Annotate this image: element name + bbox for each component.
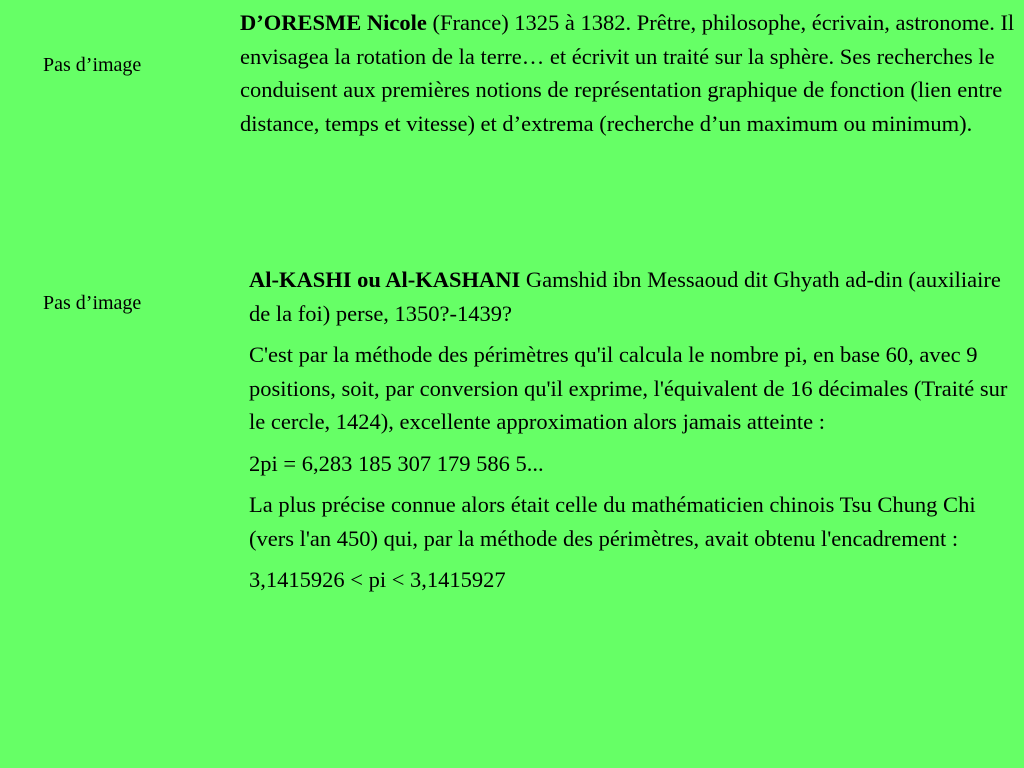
entry-kashi-intro [249,263,1019,330]
entry-oresme-text: (France) 1325 à 1382. Prêtre, philosophe, écrivain, astronome. Il envisagea la rotation de la terre… et écrivit un traité sur la sphère. Ses recherches le conduisent aux premières notions de représentation graphique de fonction (lien entre distance, temps et vitesse) et d’extrema (recherche d’un maximum ou minimum). [240,10,1015,136]
entry-oresme-intro [240,6,1020,140]
image-placeholder-oresme: Pas d’image [43,54,142,76]
entry-oresme-name: D’ORESME Nicole [240,10,427,35]
entry-kashi-method: C'est par la méthode des périmètres qu'il calcula le nombre pi, en base 60, avec 9 positions, soit, par conversion qu'il exprime, l'équivalent de 16 décimales (Traité sur le cercle, 1424), excellente approximation alors jamais atteinte : [249,342,1008,434]
entry-kashi-comparison: La plus précise connue alors était celle du mathématicien chinois Tsu Chung Chi (vers l'an 450) qui, par la méthode des périmètres, avait obtenu l'encadrement : [249,492,976,551]
entry-kashi [249,263,1019,605]
entry-kashi-text: Gamshid ibn Messaoud dit Ghyath ad-din (auxiliaire de la foi) perse, 1350?-1439? [249,267,1001,326]
entry-kashi-name: Al-KASHI ou Al-KASHANI [249,267,521,292]
entry-kashi-value: 2pi = 6,283 185 307 179 586 5... [249,450,544,476]
image-placeholder-kashi: Pas d’image [43,292,142,314]
entry-kashi-bounds: 3,1415926 < pi < 3,1415927 [249,567,506,592]
entry-oresme [240,6,1020,148]
